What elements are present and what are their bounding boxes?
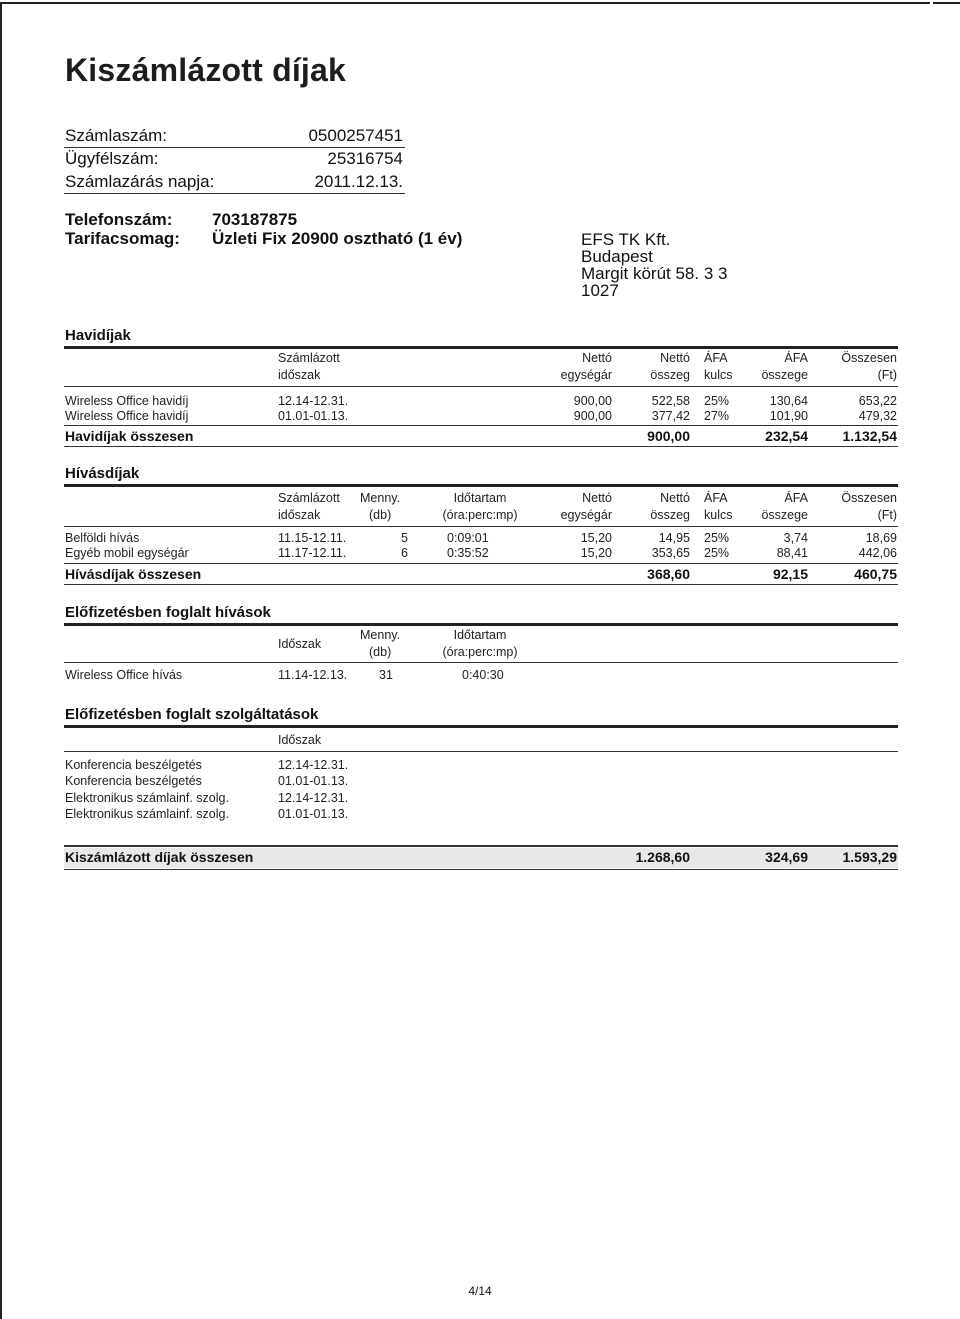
- col-header-quantity: (db): [369, 508, 392, 522]
- col-header-total: Összesen: [841, 491, 897, 505]
- col-header-period: Időszak: [278, 733, 322, 747]
- col-header-period: időszak: [278, 368, 321, 382]
- row-quantity: 31: [379, 668, 393, 682]
- col-header-vat-amount: összege: [761, 508, 808, 522]
- grand-total-sum: 1.593,29: [842, 849, 897, 865]
- col-header-period: Időszak: [278, 637, 322, 651]
- row-net: 353,65: [651, 546, 690, 560]
- row-period: 11.17-12.11.: [278, 546, 347, 560]
- row-total: 653,22: [858, 394, 897, 408]
- col-header-total: Összesen: [841, 351, 897, 365]
- col-header-quantity: (db): [369, 645, 392, 659]
- row-name: Elektronikus számlainf. szolg.: [65, 791, 229, 805]
- section-rule: [64, 725, 898, 728]
- row-period: 01.01-01.13.: [278, 409, 349, 423]
- row-net: 522,58: [651, 394, 690, 408]
- row-period: 12.14-12.31.: [278, 394, 349, 408]
- row-period: 11.14-12.13.: [278, 668, 348, 682]
- col-header-net: összeg: [650, 508, 690, 522]
- invoice-number-label: Számlaszám:: [65, 126, 168, 145]
- row-total: 479,32: [858, 409, 897, 423]
- col-header-net: Nettó: [660, 351, 690, 365]
- row-vat-amount: 88,41: [776, 546, 808, 560]
- col-header-vat-rate: kulcs: [704, 508, 733, 522]
- corner-mark: [933, 2, 960, 4]
- section-rule: [64, 623, 898, 626]
- col-header-period: Számlázott: [278, 351, 340, 365]
- col-header-vat-amount: ÁFA: [784, 351, 808, 365]
- address-city: Budapest: [581, 247, 653, 266]
- tariff-label: Tarifacsomag:: [65, 229, 180, 248]
- row-duration: 0:35:52: [447, 546, 489, 560]
- col-header-total: (Ft): [877, 368, 897, 382]
- total-rule: [64, 425, 898, 426]
- col-header-duration: Időtartam: [453, 491, 507, 505]
- row-quantity: 5: [401, 531, 408, 545]
- phone-label: Telefonszám:: [65, 210, 173, 229]
- row-vat-rate: 25%: [704, 531, 730, 545]
- row-unit-price: 900,00: [573, 409, 612, 423]
- customer-number-value: 25316754: [327, 149, 403, 168]
- col-header-period: Számlázott: [278, 491, 340, 505]
- row-quantity: 6: [401, 546, 408, 560]
- section-title-included-services: Előfizetésben foglalt szolgáltatások: [65, 706, 319, 723]
- col-header-duration: Időtartam: [453, 628, 507, 642]
- row-net: 377,42: [651, 409, 690, 423]
- col-header-net: összeg: [650, 368, 690, 382]
- row-period: 01.01-01.13.: [278, 774, 349, 788]
- call-total-sum: 460,75: [854, 566, 897, 582]
- col-header-vat-amount: ÁFA: [784, 491, 808, 505]
- call-total-label: Hívásdíjak összesen: [65, 566, 202, 582]
- col-header-vat-rate: kulcs: [704, 368, 733, 382]
- grand-total-rule: [64, 845, 898, 847]
- row-name: Konferencia beszélgetés: [65, 758, 202, 772]
- customer-number-label: Ügyfélszám:: [65, 149, 159, 168]
- section-rule: [64, 484, 898, 487]
- page-border-top: [0, 2, 930, 4]
- address-street: Margit körút 58. 3 3: [581, 264, 728, 283]
- row-duration: 0:40:30: [462, 668, 504, 682]
- section-title-included-calls: Előfizetésben foglalt hívások: [65, 604, 271, 621]
- section-title-call-fees: Hívásdíjak: [65, 465, 140, 482]
- meta-rule: [64, 147, 405, 148]
- address-company: EFS TK Kft.: [581, 230, 671, 249]
- page-number: 4/14: [468, 1284, 492, 1298]
- col-header-vat-amount: összege: [761, 368, 808, 382]
- section-rule: [64, 346, 898, 349]
- col-header-duration: (óra:perc:mp): [442, 645, 518, 659]
- row-total: 442,06: [858, 546, 897, 560]
- col-header-vat-rate: ÁFA: [704, 351, 728, 365]
- row-vat-amount: 3,74: [783, 531, 808, 545]
- row-total: 18,69: [865, 531, 897, 545]
- row-vat-amount: 130,64: [769, 394, 808, 408]
- row-unit-price: 15,20: [580, 546, 612, 560]
- row-period: 12.14-12.31.: [278, 758, 349, 772]
- closing-date-label: Számlazárás napja:: [65, 172, 215, 191]
- header-rule: [64, 662, 898, 663]
- page-border-left: [0, 2, 2, 1319]
- col-header-unit-price: egységár: [560, 508, 612, 522]
- call-total-vat: 92,15: [772, 566, 808, 582]
- tariff-value: Üzleti Fix 20900 osztható (1 év): [212, 229, 463, 248]
- page-title: Kiszámlázott díjak: [65, 52, 347, 88]
- closing-date-value: 2011.12.13.: [314, 172, 403, 191]
- section-title-monthly-fees: Havidíjak: [65, 327, 131, 344]
- row-name: Wireless Office havidíj: [65, 394, 189, 408]
- address-zip: 1027: [581, 281, 619, 300]
- monthly-total-vat: 232,54: [765, 428, 808, 444]
- phone-value: 703187875: [212, 210, 298, 229]
- col-header-total: (Ft): [877, 508, 897, 522]
- row-net: 14,95: [658, 531, 690, 545]
- row-unit-price: 15,20: [580, 531, 612, 545]
- call-total-net: 368,60: [647, 566, 690, 582]
- row-name: Elektronikus számlainf. szolg.: [65, 807, 229, 821]
- col-header-net: Nettó: [660, 491, 690, 505]
- col-header-unit-price: egységár: [560, 368, 612, 382]
- row-name: Egyéb mobil egységár: [65, 546, 189, 560]
- total-rule: [64, 563, 898, 564]
- col-header-quantity: Menny.: [360, 628, 401, 642]
- col-header-period: időszak: [278, 508, 321, 522]
- col-header-quantity: Menny.: [360, 491, 401, 505]
- monthly-total-label: Havidíjak összesen: [65, 428, 194, 444]
- row-period: 01.01-01.13.: [278, 807, 349, 821]
- row-name: Belföldi hívás: [65, 531, 140, 545]
- monthly-total-sum: 1.132,54: [842, 428, 897, 444]
- header-rule: [64, 386, 898, 387]
- row-name: Konferencia beszélgetés: [65, 774, 202, 788]
- meta-rule: [64, 193, 405, 194]
- col-header-unit-price: Nettó: [582, 491, 612, 505]
- header-rule: [64, 526, 898, 527]
- monthly-total-net: 900,00: [647, 428, 690, 444]
- grand-total-net: 1.268,60: [635, 849, 690, 865]
- grand-total-vat: 324,69: [765, 849, 808, 865]
- row-name: Wireless Office havidíj: [65, 409, 189, 423]
- row-period: 11.15-12.11.: [278, 531, 347, 545]
- row-period: 12.14-12.31.: [278, 791, 349, 805]
- row-unit-price: 900,00: [573, 394, 612, 408]
- col-header-vat-rate: ÁFA: [704, 491, 728, 505]
- header-rule: [64, 751, 898, 752]
- total-rule: [64, 446, 898, 447]
- row-duration: 0:09:01: [447, 531, 489, 545]
- row-vat-rate: 25%: [704, 546, 730, 560]
- row-name: Wireless Office hívás: [65, 668, 183, 682]
- invoice-number-value: 0500257451: [308, 126, 403, 145]
- grand-total-label: Kiszámlázott díjak összesen: [65, 849, 254, 865]
- col-header-duration: (óra:perc:mp): [442, 508, 518, 522]
- row-vat-rate: 27%: [704, 409, 730, 423]
- col-header-unit-price: Nettó: [582, 351, 612, 365]
- row-vat-amount: 101,90: [769, 409, 808, 423]
- total-rule: [64, 584, 898, 585]
- grand-total-rule: [64, 869, 898, 870]
- row-vat-rate: 25%: [704, 394, 730, 408]
